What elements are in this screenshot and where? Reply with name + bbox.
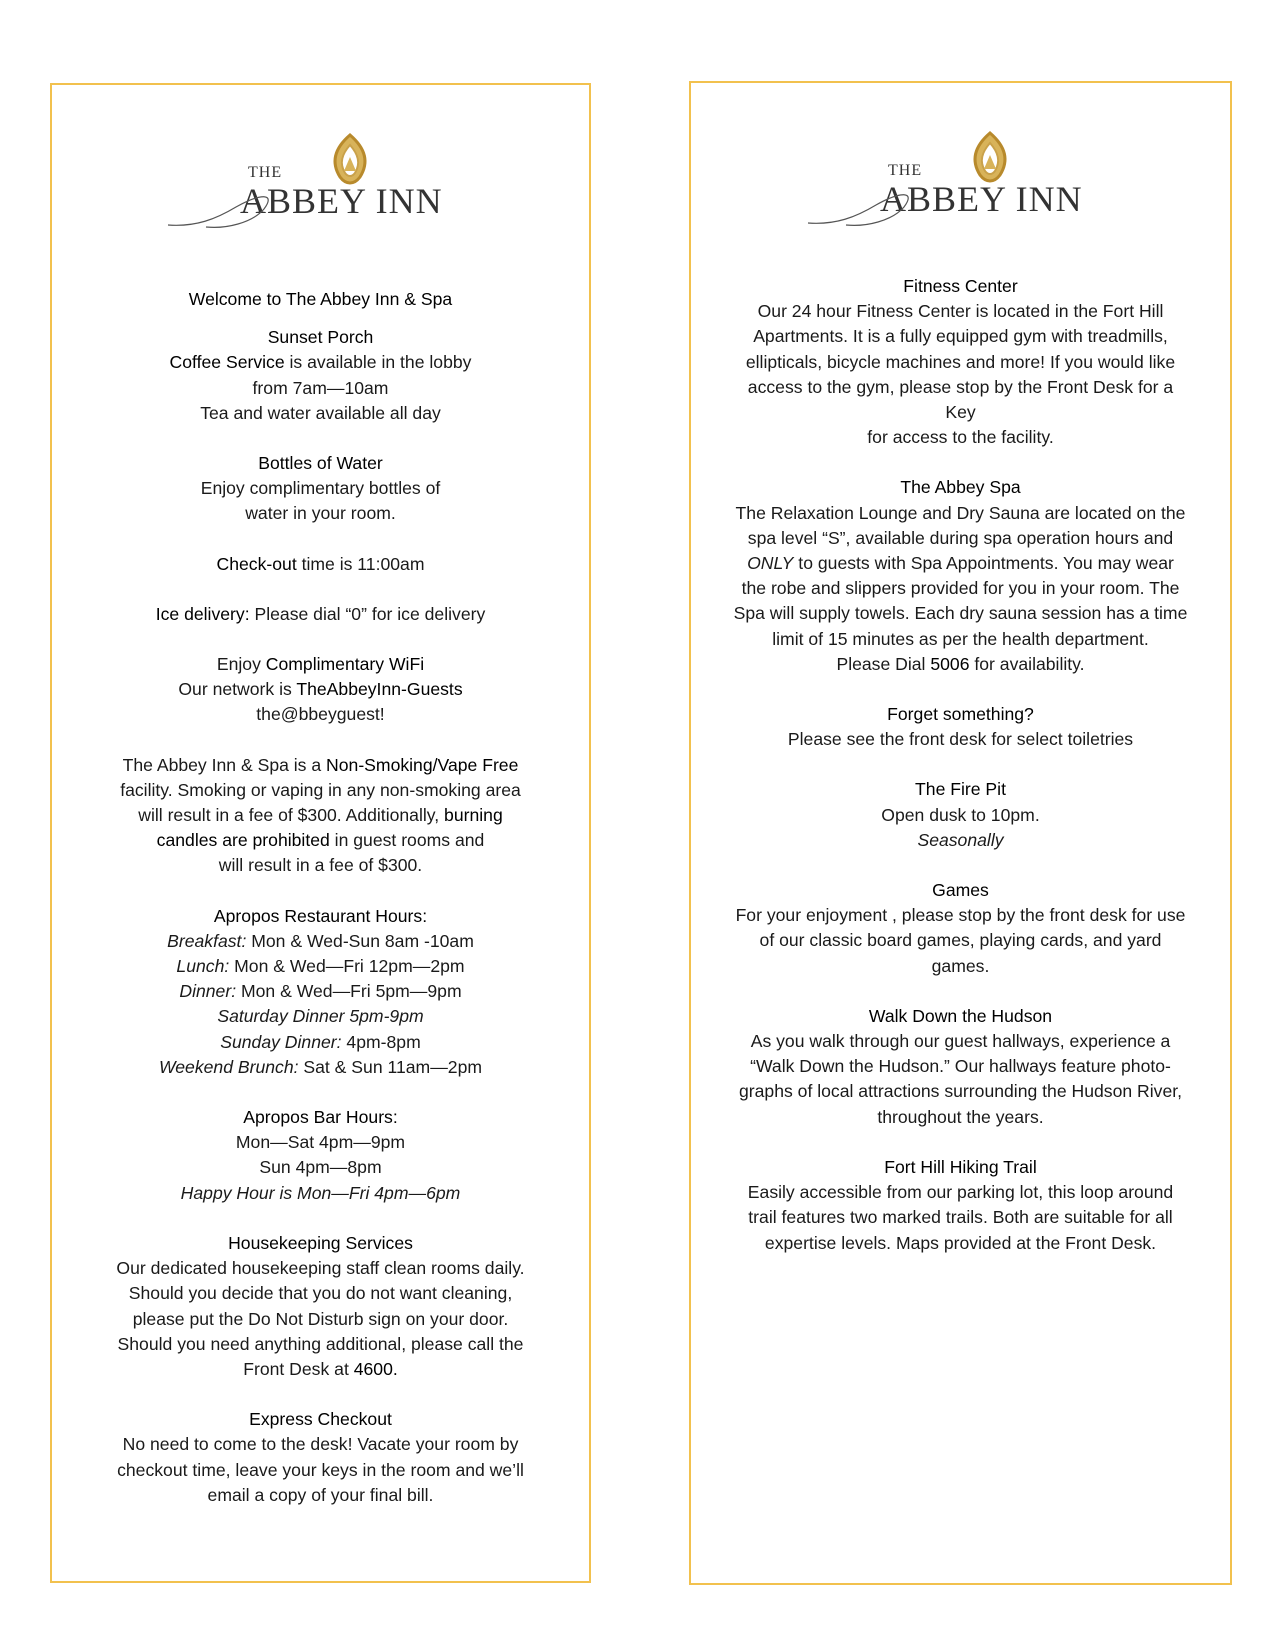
non-smoking-label: Non-Smoking/Vape Free — [326, 754, 519, 775]
front-desk-extension: 4600. — [353, 1358, 398, 1379]
water-line-2: water in your room. — [245, 503, 396, 524]
trail-line-1: Easily accessible from our parking lot, this loop around — [747, 1182, 1174, 1203]
lunch-label: Lunch: — [176, 956, 230, 977]
firepit-hours: Open dusk to 10pm. — [881, 804, 1040, 825]
spa-line-5: Spa will supply towels. Each dry sauna session has a time — [733, 603, 1188, 624]
water-line-1: Enjoy complimentary bottles of — [200, 478, 441, 499]
dinner-hours: Mon & Wed—Fri 5pm—9pm — [236, 981, 462, 1002]
trail-section — [731, 1155, 1190, 1256]
left-content — [52, 287, 589, 1533]
wifi-section — [92, 652, 549, 728]
trail-line-3: expertise levels. Maps provided at the Front Desk. — [764, 1232, 1157, 1253]
smoking-section — [92, 753, 549, 879]
brunch-label: Weekend Brunch: — [158, 1056, 299, 1077]
fitness-line-1: Our 24 hour Fitness Center is located in the Fort Hill — [757, 301, 1164, 322]
lunch-hours: Mon & Wed—Fri 12pm—2pm — [229, 956, 465, 977]
candles-label: candles are prohibited — [156, 830, 330, 851]
spa-dial-pre: Please Dial — [836, 653, 931, 674]
breakfast-label: Breakfast: — [167, 930, 247, 951]
spa-line-4: the robe and slippers provided for you in your room. The — [741, 578, 1180, 599]
sunset-porch-title: Sunset Porch — [267, 327, 374, 348]
firepit-section — [731, 777, 1190, 853]
logo-the-text: THE — [247, 164, 282, 181]
smoking-line-3: will result in a fee of $300. Additionally, — [138, 805, 445, 826]
firepit-title: The Fire Pit — [915, 779, 1006, 800]
hudson-section — [731, 1004, 1190, 1130]
coffee-service-text: is available in the lobby — [284, 352, 472, 373]
smoking-pre: The Abbey Inn & Spa is a — [122, 754, 327, 775]
hudson-title: Walk Down the Hudson — [868, 1005, 1053, 1026]
hudson-line-2: “Walk Down the Hudson.” Our hallways feature photo- — [750, 1056, 1171, 1077]
abbey-inn-logo — [166, 127, 476, 247]
water-title: Bottles of Water — [258, 453, 383, 474]
logo-the-text: THE — [887, 162, 922, 179]
housekeeping-line-4: Should you need anything additional, please call the — [117, 1333, 524, 1354]
network-pre: Our network is — [178, 679, 297, 700]
bar-title: Apropos Bar Hours: — [243, 1107, 398, 1128]
brunch-hours: Sat & Sun 11am—2pm — [298, 1056, 483, 1077]
games-line-1: For your enjoyment , please stop by the front desk for use — [735, 905, 1186, 926]
welcome-heading — [92, 287, 549, 312]
fitness-line-4: access to the gym, please stop by the Front Desk for a Key — [747, 376, 1174, 423]
spa-line-2: spa level “S”, available during spa operation hours and — [747, 527, 1174, 548]
fitness-line-2: Apartments. It is a fully equipped gym with treadmills, — [753, 326, 1168, 347]
bar-hours-1: Mon—Sat 4pm—9pm — [235, 1132, 406, 1153]
housekeeping-line-2: Should you decide that you do not want cleaning, — [128, 1283, 513, 1304]
sunset-porch-section — [92, 325, 549, 426]
express-line-1: No need to come to the desk! Vacate your room by — [122, 1434, 519, 1455]
wifi-pre: Enjoy — [216, 654, 266, 675]
bar-section — [92, 1105, 549, 1206]
housekeeping-line-3: please put the Do Not Disturb sign on your door. — [132, 1308, 509, 1329]
wifi-password: the@bbeyguest! — [256, 704, 385, 725]
spa-line-1: The Relaxation Lounge and Dry Sauna are located on the — [735, 502, 1186, 523]
restaurant-section — [92, 904, 549, 1080]
ice-text: Please dial “0” for ice delivery — [249, 603, 486, 624]
abbey-inn-logo — [806, 125, 1116, 245]
welcome-text: Welcome to The Abbey Inn & Spa — [188, 289, 453, 309]
ice-label: Ice delivery: — [155, 603, 250, 624]
games-title: Games — [932, 880, 989, 901]
firepit-seasonally: Seasonally — [917, 829, 1004, 850]
sunday-dinner-label: Sunday Dinner: — [220, 1031, 342, 1052]
housekeeping-line-5: Front Desk at — [243, 1358, 354, 1379]
forget-title: Forget something? — [887, 704, 1034, 725]
checkout-label: Check-out — [216, 553, 297, 574]
ice-section — [92, 602, 549, 627]
happy-hour: Happy Hour is Mon—Fri 4pm—6pm — [180, 1182, 461, 1203]
express-line-2: checkout time, leave your keys in the room and we’ll — [117, 1459, 524, 1480]
abbey-inn-logo-graphic — [806, 125, 1116, 245]
trail-title: Fort Hill Hiking Trail — [884, 1156, 1037, 1177]
spa-line-6: limit of 15 minutes as per the health department. — [772, 628, 1149, 649]
water-section — [92, 451, 549, 527]
spa-section — [731, 475, 1190, 677]
fitness-line-3: ellipticals, bicycle machines and more! If you would like — [745, 351, 1176, 372]
fitness-line-5: for access to the facility. — [867, 427, 1054, 448]
smoking-line-2: facility. Smoking or vaping in any non-smoking area — [120, 779, 521, 800]
logo-name-text: ABBEY INN — [239, 181, 443, 221]
logo-name-text: ABBEY INN — [879, 179, 1083, 219]
spa-extension: 5006 — [930, 653, 970, 674]
checkout-section — [92, 552, 549, 577]
hudson-line-3: graphs of local attractions surrounding the Hudson River, — [738, 1081, 1183, 1102]
express-checkout-section — [92, 1407, 549, 1508]
housekeeping-title: Housekeeping Services — [228, 1232, 413, 1253]
spa-title: The Abbey Spa — [900, 477, 1021, 498]
express-line-3: email a copy of your final bill. — [207, 1484, 434, 1505]
hudson-line-1: As you walk through our guest hallways, experience a — [750, 1031, 1171, 1052]
express-checkout-title: Express Checkout — [249, 1409, 392, 1430]
fitness-section — [731, 274, 1190, 450]
trail-line-2: trail features two marked trails. Both are suitable for all — [748, 1207, 1173, 1228]
housekeeping-line-1: Our dedicated housekeeping staff clean rooms daily. — [116, 1258, 525, 1279]
coffee-service-label: Coffee Service — [169, 352, 285, 373]
checkout-text: time is 11:00am — [296, 553, 425, 574]
spa-dial-rest: for availability. — [969, 653, 1085, 674]
network-name: TheAbbeyInn-Guests — [296, 679, 463, 700]
wifi-label: Complimentary WiFi — [265, 654, 425, 675]
forget-line-1: Please see the front desk for select toiletries — [787, 729, 1134, 750]
games-line-3: games. — [931, 955, 990, 976]
spa-only-emphasis: ONLY — [747, 553, 794, 574]
spa-line-3: to guests with Spa Appointments. You may wear — [793, 553, 1174, 574]
forget-section — [731, 702, 1190, 752]
housekeeping-section — [92, 1231, 549, 1382]
smoking-line-5: will result in a fee of $300. — [218, 855, 423, 876]
right-content — [691, 274, 1230, 1281]
info-card-right — [689, 81, 1232, 1585]
hudson-line-4: throughout the years. — [877, 1106, 1044, 1127]
saturday-dinner: Saturday Dinner 5pm-9pm — [217, 1006, 424, 1027]
smoking-line-4: in guest rooms and — [329, 830, 485, 851]
restaurant-title: Apropos Restaurant Hours: — [213, 905, 428, 926]
fitness-title: Fitness Center — [903, 276, 1018, 296]
breakfast-hours: Mon & Wed-Sun 8am -10am — [246, 930, 474, 951]
dinner-label: Dinner: — [179, 981, 237, 1002]
sunday-dinner-hours: 4pm-8pm — [341, 1031, 421, 1052]
burning-label: burning — [444, 805, 503, 826]
tea-text: Tea and water available all day — [200, 402, 441, 423]
abbey-inn-logo-graphic — [166, 127, 476, 247]
games-line-2: of our classic board games, playing cards, and yard — [759, 930, 1162, 951]
games-section — [731, 878, 1190, 979]
bar-hours-2: Sun 4pm—8pm — [259, 1157, 382, 1178]
coffee-hours: from 7am—10am — [252, 377, 389, 398]
info-card-left — [50, 83, 591, 1583]
